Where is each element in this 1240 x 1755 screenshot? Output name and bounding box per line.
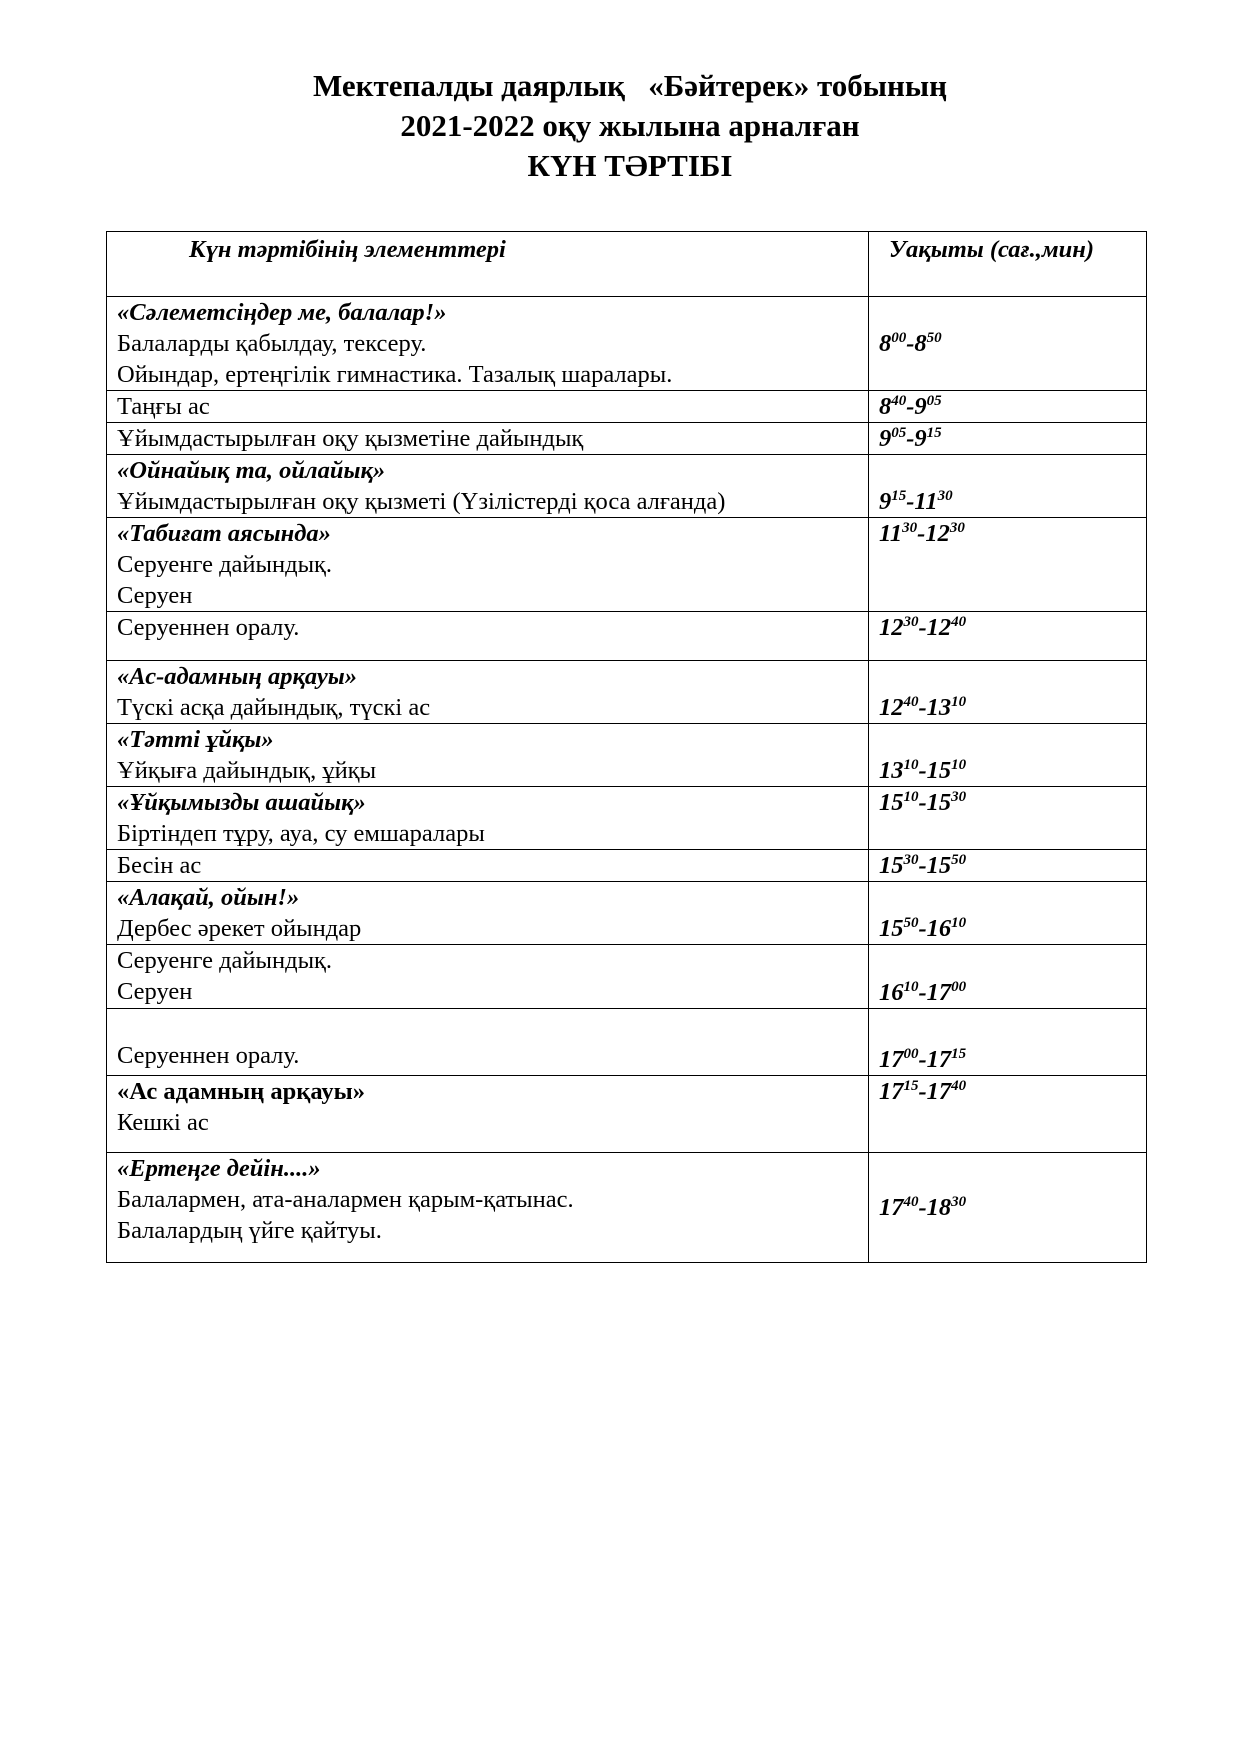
activity-line: Ойындар, ертеңгілік гимнастика. Тазалық шаралары. — [117, 361, 673, 388]
time-range: $16^{10}-17^{00}$ — [879, 979, 967, 1006]
table-row — [107, 391, 1147, 423]
activity-heading: «Алақай, ойын!» — [117, 884, 300, 911]
activity-cell — [107, 1009, 869, 1076]
activity-line: Дербес әрекет ойындар — [117, 915, 362, 942]
table-row — [107, 297, 1147, 391]
table-row — [107, 661, 1147, 724]
table-row — [107, 850, 1147, 882]
activity-line: Таңғы ас — [117, 393, 210, 420]
table-row — [107, 1076, 1147, 1153]
table-row — [107, 882, 1147, 945]
activity-cell — [107, 297, 869, 391]
activity-cell — [107, 518, 869, 612]
title-line-2: 2021-2022 оқу жылына арналған — [400, 108, 860, 143]
activity-cell — [107, 1076, 869, 1153]
activity-heading: «Ұйқымызды ашайық» — [117, 789, 366, 816]
activity-line: Біртіндеп тұру, ауа, су емшаралары — [117, 820, 485, 847]
activity-cell — [107, 661, 869, 724]
time-cell — [869, 612, 1147, 661]
activity-cell — [107, 391, 869, 423]
activity-cell — [107, 945, 869, 1009]
time-cell — [869, 297, 1147, 391]
table-row — [107, 612, 1147, 661]
activity-line: Ұйымдастырылған оқу қызметіне дайындық — [117, 425, 584, 452]
activity-line: Балалармен, ата-аналармен қарым-қатынас. — [117, 1186, 574, 1213]
activity-line: Серуен — [117, 978, 193, 1005]
time-cell — [869, 518, 1147, 612]
time-range: $12^{30}-12^{40}$ — [879, 614, 967, 641]
time-range: $12^{40}-13^{10}$ — [879, 694, 967, 721]
time-range: $11^{30}-12^{30}$ — [879, 520, 965, 547]
time-cell — [869, 423, 1147, 455]
time-range: $13^{10}-15^{10}$ — [879, 757, 967, 784]
time-cell — [869, 455, 1147, 518]
activity-heading: «Сәлеметсіңдер ме, балалар!» — [117, 299, 447, 326]
activity-line: Серуенге дайындық. — [117, 947, 333, 974]
activity-cell — [107, 455, 869, 518]
activity-line: Серуенге дайындық. — [117, 551, 333, 578]
activity-cell — [107, 850, 869, 882]
time-cell — [869, 1009, 1147, 1076]
activity-line: Ұйқыға дайындық, ұйқы — [117, 757, 377, 784]
activity-line: Түскі асқа дайындық, түскі ас — [117, 694, 431, 721]
title-line-1: Мектепалды даярлық «Бәйтерек» тобының — [313, 68, 947, 103]
activity-heading: «Ас адамның арқауы» — [117, 1078, 366, 1105]
time-cell — [869, 1153, 1147, 1263]
activity-cell — [107, 787, 869, 850]
schedule-rows — [107, 297, 1147, 1263]
table-row — [107, 423, 1147, 455]
activity-heading: «Табиғат аясында» — [117, 520, 331, 547]
activity-heading: «Тәтті ұйқы» — [117, 726, 274, 753]
time-cell — [869, 945, 1147, 1009]
time-range: $9^{15}-11^{30}$ — [879, 488, 953, 515]
time-cell — [869, 882, 1147, 945]
time-cell — [869, 661, 1147, 724]
time-cell — [869, 850, 1147, 882]
table-row — [107, 1153, 1147, 1263]
activity-line: Серуен — [117, 582, 193, 609]
activity-line: Серуеннен оралу. — [117, 614, 300, 641]
activity-heading: «Ертеңге дейін....» — [117, 1155, 321, 1182]
time-range: $8^{40}-9^{05}$ — [879, 393, 942, 420]
time-range: $8^{00}-8^{50}$ — [879, 330, 942, 357]
activity-heading: «Ойнайық та, ойлайық» — [117, 457, 386, 484]
time-range: $17^{40}-18^{30}$ — [879, 1194, 967, 1221]
document-title — [0, 66, 1240, 186]
header-time: Уақыты (сағ.,мин) — [869, 232, 1147, 297]
activity-line: Серуеннен оралу. — [117, 1042, 300, 1069]
activity-line: Балаларды қабылдау, тексеру. — [117, 330, 427, 357]
activity-cell — [107, 724, 869, 787]
activity-line: Ұйымдастырылған оқу қызметі (Үзілістерді қоса алғанда) — [117, 488, 726, 515]
activity-cell — [107, 1153, 869, 1263]
time-range: $15^{50}-16^{10}$ — [879, 915, 967, 942]
table-row — [107, 455, 1147, 518]
activity-cell — [107, 882, 869, 945]
time-cell — [869, 724, 1147, 787]
time-range: $17^{00}-17^{15}$ — [879, 1046, 967, 1073]
time-cell — [869, 391, 1147, 423]
activity-line: Кешкі ас — [117, 1109, 209, 1136]
title-line-3: КҮН ТӘРТІБІ — [527, 148, 733, 183]
time-range: $15^{30}-15^{50}$ — [879, 852, 967, 879]
time-cell — [869, 1076, 1147, 1153]
schedule-table — [106, 231, 1147, 1263]
table-row — [107, 787, 1147, 850]
time-range: $17^{15}-17^{40}$ — [879, 1078, 967, 1105]
activity-heading: «Ас-адамның арқауы» — [117, 663, 357, 690]
time-range: $9^{05}-9^{15}$ — [879, 425, 942, 452]
table-row — [107, 945, 1147, 1009]
activity-cell — [107, 612, 869, 661]
activity-cell — [107, 423, 869, 455]
table-row — [107, 518, 1147, 612]
table-row — [107, 724, 1147, 787]
header-elements: Күн тәртібінің элементтері — [107, 232, 869, 297]
time-range: $15^{10}-15^{30}$ — [879, 789, 967, 816]
table-row — [107, 1009, 1147, 1076]
activity-line: Балалардың үйге қайтуы. — [117, 1217, 382, 1244]
time-cell — [869, 787, 1147, 850]
table-header-row — [107, 232, 1147, 297]
activity-line: Бесін ас — [117, 852, 202, 879]
